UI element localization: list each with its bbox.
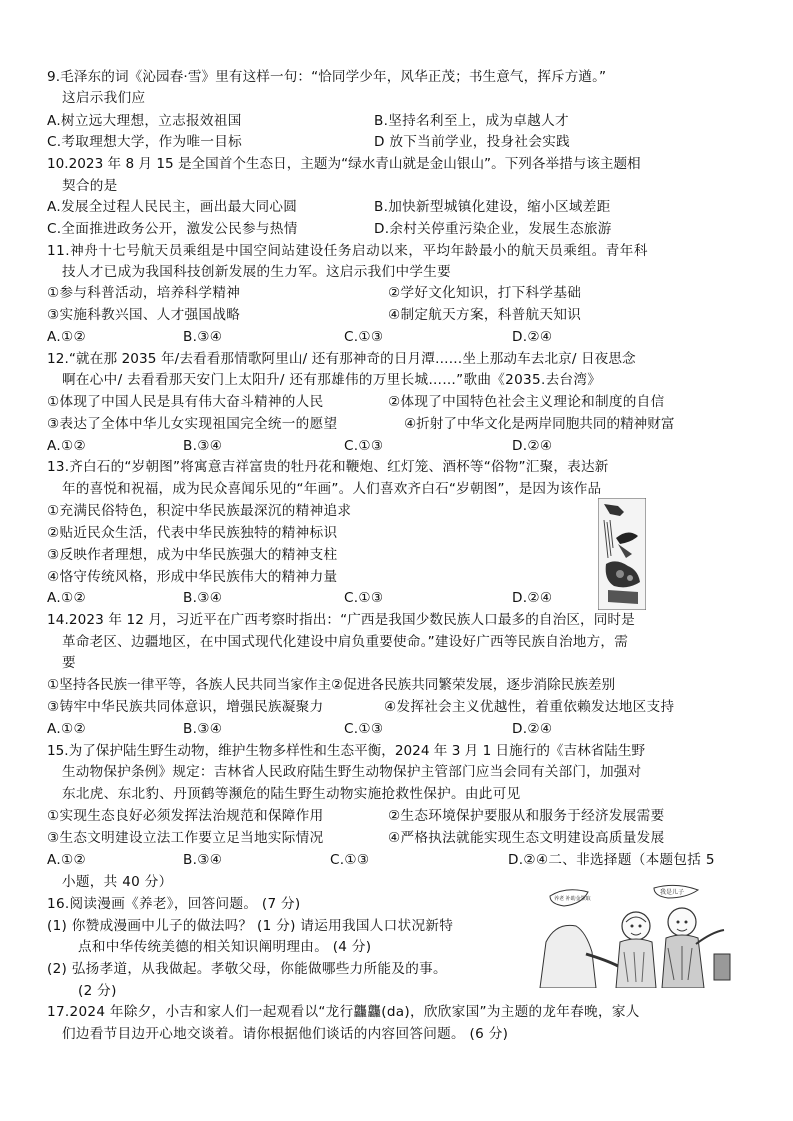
q12-option-b: B.③④	[183, 438, 223, 454]
q10-option-d: D.余村关停重污染企业，发展生态旅游	[374, 221, 612, 237]
q11-item-3: ③实施科教兴国、人才强国战略	[47, 307, 241, 323]
q12-item-3: ③表达了全体中华儿女实现祖国完全统一的愿望	[47, 416, 338, 432]
q14-item-3: ③铸牢中华民族共同体意识，增强民族凝聚力	[47, 699, 324, 715]
q11-option-d: D.②④	[512, 329, 553, 345]
q16-sub1-line1: (1) 你赞成漫画中儿子的做法吗？ (1 分) 请运用我国人口状况新特	[47, 918, 454, 934]
q9-stem-line1: 9.毛泽东的词《沁园春·雪》里有这样一句：“恰同学少年，风华正茂；书生意气，挥斥方遒。”	[47, 69, 607, 85]
q12-item-4: ④折射了中华文化是两岸同胞共同的精神财富	[404, 416, 675, 432]
cartoon-sign-left: 养老 补助金领取	[554, 896, 591, 902]
q11-item-1: ①参与科普活动，培养科学精神	[47, 285, 241, 301]
painting-icon	[598, 498, 646, 610]
q13-stem-line1: 13.齐白石的“岁朝图”将寓意吉祥富贵的牡丹花和鞭炮、红灯笼、酒杯等“俗物”汇聚，表达新	[47, 459, 609, 475]
q12-stem-line1: 12.“就在那 2035 年/去看看那情歌阿里山/ 还有那神奇的日月潭……坐上那动车去北京/ 日夜思念	[47, 351, 636, 367]
q12-option-a: A.①②	[47, 438, 86, 454]
q11-stem-line2: 技人才已成为我国科技创新发展的生力军。这启示我们中学生要	[62, 264, 452, 280]
q12-stem-line2: 啊在心中/ 去看看那天安门上太阳升/ 还有那雄伟的万里长城……”歌曲《2035.去台湾》	[62, 372, 602, 388]
q17-stem-line2: 们边看节目边开心地交谈着。请你根据他们谈话的内容回答问题。 (6 分)	[62, 1026, 509, 1042]
section-heading-cont: 小题，共 40 分）	[62, 874, 173, 890]
q14-stem-line3: 要	[62, 655, 76, 671]
q11-option-a: A.①②	[47, 329, 86, 345]
q9-option-c: C.考取理想大学，作为唯一目标	[47, 134, 243, 150]
q13-item-4: ④恪守传统风格，形成中华民族伟大的精神力量	[47, 569, 338, 585]
q15-stem-line3: 东北虎、东北豹、丹顶鹤等濒危的陆生野生动物实施抢救性保护。由此可见	[62, 786, 521, 802]
q11-option-c: C.①③	[344, 329, 384, 345]
q14-option-d: D.②④	[512, 721, 553, 737]
q9-option-a: A.树立远大理想，立志报效祖国	[47, 113, 242, 129]
q9-option-b: B.坚持名利至上，成为卓越人才	[374, 113, 569, 129]
q10-stem-line1: 10.2023 年 8 月 15 是全国首个生态日，主题为“绿水青山就是金山银山”。下列各举措与该主题相	[47, 156, 641, 172]
q9-stem-line2: 这启示我们应	[62, 90, 146, 106]
q14-item-4: ④发挥社会主义优越性，着重依赖发达地区支持	[384, 699, 675, 715]
q15-item-1: ①实现生态良好必须发挥法治规范和保障作用	[47, 808, 324, 824]
q11-option-b: B.③④	[183, 329, 223, 345]
painting-image	[598, 498, 646, 610]
q13-item-2: ②贴近民众生活，代表中华民族独特的精神标识	[47, 525, 338, 541]
q12-item-2: ②体现了中国特色社会主义理论和制度的自信	[388, 394, 665, 410]
q11-stem-line1: 11.神舟十七号航天员乘组是中国空间站建设任务启动以来，平均年龄最小的航天员乘组。青年科	[47, 243, 648, 259]
q16-sub2-line1: (2) 弘扬孝道，从我做起。孝敬父母，你能做哪些力所能及的事。	[47, 961, 447, 977]
q13-stem-line2: 年的喜悦和祝福，成为民众喜闻乐见的“年画”。人们喜欢齐白石“岁朝图”，是因为该作品	[62, 481, 602, 497]
q15-option-d-section-heading: D.②④二、非选择题（本题包括 5	[508, 852, 715, 868]
q14-option-c: C.①③	[344, 721, 384, 737]
q12-option-d: D.②④	[512, 438, 553, 454]
cartoon-icon	[536, 882, 756, 988]
q15-item-4: ④严格执法就能实现生态文明建设高质量发展	[388, 830, 665, 846]
q14-option-a: A.①②	[47, 721, 86, 737]
cartoon-image	[536, 882, 756, 988]
q13-option-d: D.②④	[512, 590, 553, 606]
q9-option-d: D 放下当前学业，投身社会实践	[374, 134, 571, 150]
q16-sub1-line2: 点和中华传统美德的相关知识阐明理由。 (4 分)	[78, 939, 372, 955]
q15-option-c: C.①③	[330, 852, 370, 868]
q14-stem-line2: 革命老区、边疆地区，在中国式现代化建设中肩负重要使命。”建设好广西等民族自治地方，需	[62, 634, 628, 650]
q15-item-2: ②生态环境保护要服从和服务于经济发展需要	[388, 808, 665, 824]
q10-option-c: C.全面推进政务公开，激发公民参与热情	[47, 221, 298, 237]
q13-option-b: B.③④	[183, 590, 223, 606]
q13-option-a: A.①②	[47, 590, 86, 606]
q13-item-1: ①充满民俗特色，积淀中华民族最深沉的精神追求	[47, 503, 352, 519]
q10-option-b: B.加快新型城镇化建设，缩小区域差距	[374, 199, 611, 215]
q14-items-1-2: ①坚持各民族一律平等，各族人民共同当家作主②促进各民族共同繁荣发展，逐步消除民族差别	[47, 677, 616, 693]
q17-stem-line1: 17.2024 年除夕，小吉和家人们一起观看以“龙行龘龘(da)，欣欣家国”为主题的龙年春晚，家人	[47, 1004, 640, 1020]
cartoon-sign-right: 我是儿子	[660, 889, 685, 896]
q15-stem-line2: 生动物保护条例》规定：吉林省人民政府陆生野生动物保护主管部门应当会同有关部门，加强对	[62, 764, 642, 780]
q16-sub2-line2: (2 分)	[78, 983, 117, 999]
q15-stem-line1: 15.为了保护陆生野生动物，维护生物多样性和生态平衡，2024 年 3 月 1 日施行的《吉林省陆生野	[47, 743, 646, 759]
q16-stem: 16.阅读漫画《养老》，回答问题。 (7 分)	[47, 896, 301, 912]
q15-option-b: B.③④	[183, 852, 223, 868]
q14-option-b: B.③④	[183, 721, 223, 737]
q11-item-2: ②学好文化知识，打下科学基础	[388, 285, 582, 301]
q13-item-3: ③反映作者理想，成为中华民族强大的精神支柱	[47, 547, 338, 563]
q11-item-4: ④制定航天方案，科普航天知识	[388, 307, 582, 323]
q15-item-3: ③生态文明建设立法工作要立足当地实际情况	[47, 830, 324, 846]
q13-option-c: C.①③	[344, 590, 384, 606]
q14-stem-line1: 14.2023 年 12 月，习近平在广西考察时指出：“广西是我国少数民族人口最多的自治区，同时是	[47, 612, 635, 628]
q12-item-1: ①体现了中国人民是具有伟大奋斗精神的人民	[47, 394, 324, 410]
q15-option-a: A.①②	[47, 852, 86, 868]
q10-option-a: A.发展全过程人民民主，画出最大同心圆	[47, 199, 298, 215]
q10-stem-line2: 契合的是	[62, 178, 118, 194]
q12-option-c: C.①③	[344, 438, 384, 454]
